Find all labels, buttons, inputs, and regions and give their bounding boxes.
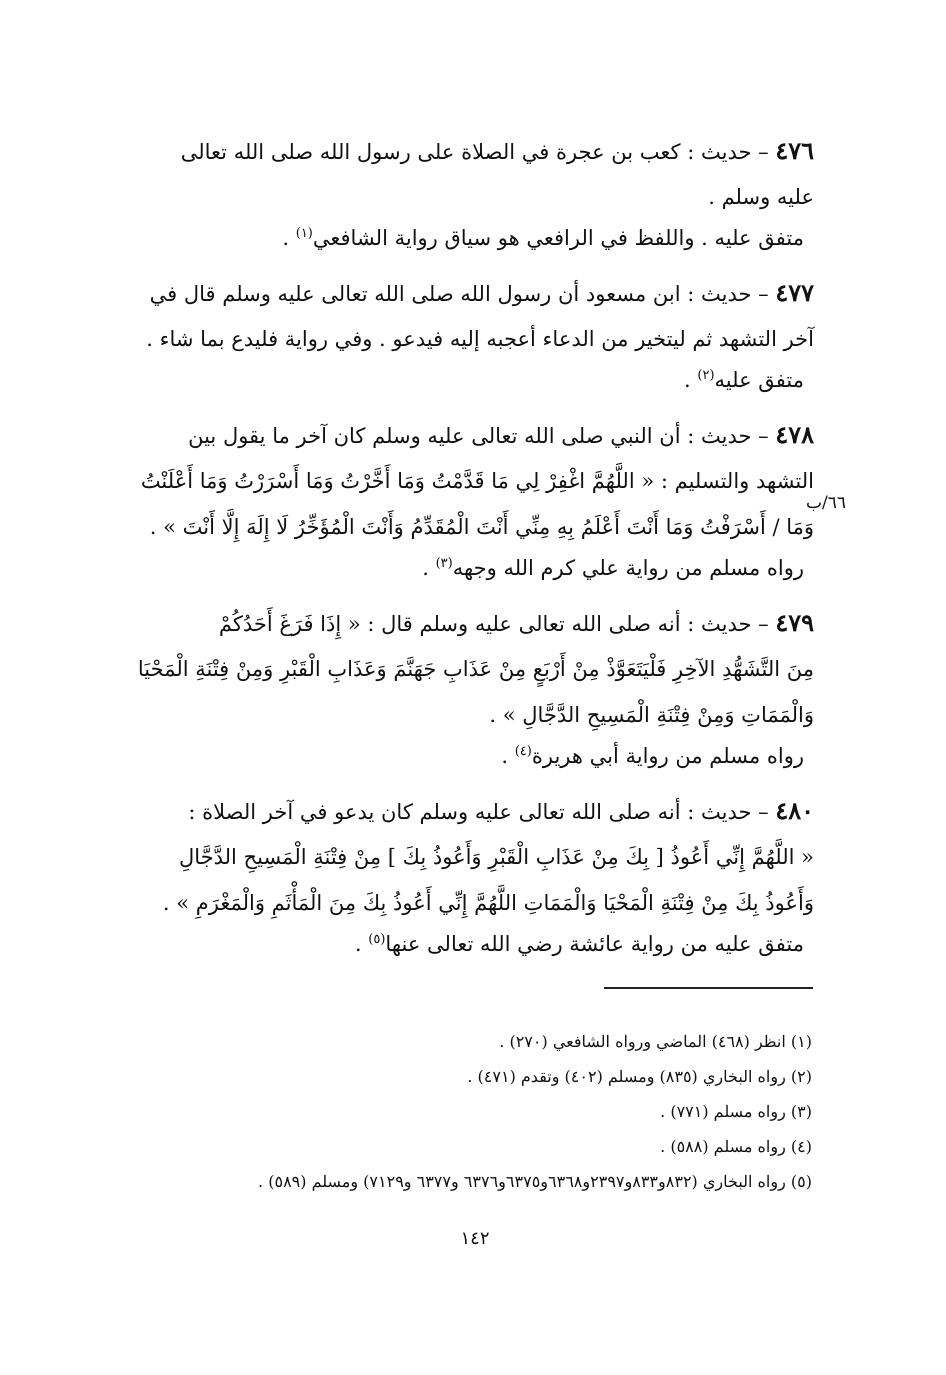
hadith-number: ٤٧٧: [775, 278, 814, 307]
text-line: وَمَا / أَسْرَفْتُ وَمَا أَنْتَ أَعْلَمُ بِهِ مِنِّي أَنْتَ الْمُقَدِّمُ وَأَنْتَ الْمُؤَخِّرُ لَا إِلَهَ إِلَّا أَنْتَ » .: [149, 515, 814, 539]
source-end: .: [684, 368, 698, 392]
hadith-entry: [138, 270, 814, 398]
source-text: رواه مسلم من رواية أبي هريرة: [531, 744, 804, 768]
main-text: [138, 128, 814, 976]
source-text: رواه مسلم من رواية علي كرم الله وجهه: [452, 556, 804, 580]
text-line: [138, 600, 814, 646]
text-line: [138, 788, 814, 834]
manuscript-folio-marker: ٦٦/ب: [806, 493, 846, 513]
footnote: (٥) رواه البخاري (٨٣٢و٨٣٣و٢٣٩٧و٦٣٦٨و٦٣٧٥و٦٣٧٦ و٦٣٧٧ و٧١٢٩) ومسلم (٥٨٩) .: [258, 1172, 812, 1191]
footnote-ref: (٥): [368, 932, 386, 947]
hadith-text: – حديث : ابن مسعود أن رسول الله صلى الله تعالى عليه وسلم قال في: [149, 282, 769, 306]
source-line: [138, 220, 814, 256]
source-text: متفق عليه: [714, 368, 804, 392]
footnote: (٤) رواه مسلم (٥٨٨) .: [660, 1137, 812, 1156]
hadith-entry: [138, 412, 814, 586]
footnote-ref: (٤): [514, 744, 532, 759]
hadith-text: – حديث : أنه صلى الله تعالى عليه وسلم قال : « إِذَا فَرَغَ أَحَدُكُمْ: [218, 612, 769, 636]
page-number: ١٤٢: [460, 1228, 490, 1249]
footnote-ref: (٣): [435, 556, 453, 571]
source-end: .: [354, 932, 369, 956]
hadith-text: – حديث : أنه صلى الله تعالى عليه وسلم كان يدعو في آخر الصلاة :: [188, 800, 769, 824]
source-line: [138, 926, 814, 962]
text-line: عليه وسلم .: [708, 185, 814, 209]
source-line: [138, 550, 814, 586]
hadith-number: ٤٨٠: [775, 796, 814, 825]
text-line: التشهد والتسليم : « اللَّهُمَّ اغْفِرْ لِي مَا قَدَّمْتُ وَمَا أَخَّرْتُ وَمَا أَسْرَرْتُ وَمَا أَعْلَنْتُ: [140, 469, 814, 493]
hadith-entry: [138, 600, 814, 774]
footnote: (٣) رواه مسلم (٧٧١) .: [660, 1102, 812, 1121]
text-line: [138, 128, 814, 174]
source-text: متفق عليه من رواية عائشة رضي الله تعالى عنها: [385, 932, 804, 956]
hadith-number: ٤٧٩: [775, 608, 814, 637]
hadith-entry: [138, 128, 814, 256]
source-line: [138, 738, 814, 774]
source-end: .: [282, 226, 296, 250]
footnote-divider: [604, 987, 813, 989]
source-line: [138, 362, 814, 398]
hadith-text: – حديث : أن النبي صلى الله تعالى عليه وسلم كان آخر ما يقول بين: [188, 424, 769, 448]
footnotes: [140, 1024, 812, 1199]
source-end: .: [422, 556, 436, 580]
hadith-number: ٤٧٨: [775, 420, 814, 449]
footnote-ref: (١): [295, 226, 313, 241]
footnote-ref: (٢): [697, 368, 715, 383]
text-line: « اللَّهُمَّ إِنِّي أَعُوذُ [ بِكَ مِنْ عَذَابِ الْقَبْرِ وَأَعُوذُ بِكَ ] مِنْ فِتْنَةِ الْمَسِيحِ الدَّجَّالِ: [178, 845, 814, 869]
text-line: [138, 270, 814, 316]
text-line: آخر التشهد ثم ليتخير من الدعاء أعجبه إليه فيدعو . وفي رواية فليدع بما شاء .: [146, 327, 814, 351]
text-line: وَأَعُوذُ بِكَ مِنْ فِتْنَةِ الْمَحْيَا وَالْمَمَاتِ اللَّهُمَّ إِنِّي أَعُوذُ بِكَ مِنَ الْمَأْثَمِ وَالْمَغْرَمِ » .: [162, 891, 814, 915]
hadith-entry: [138, 788, 814, 962]
text-line: مِنَ التَّشَهُّدِ الآخِرِ فَلْيَتَعَوَّذْ مِنْ أَرْبَعٍ مِنْ عَذَابِ جَهَنَّمَ وَعَذَابِ الْقَبْرِ وَمِنْ فِتْنَةِ الْمَحْيَا: [137, 657, 814, 681]
footnote: (٢) رواه البخاري (٨٣٥) ومسلم (٤٠٢) وتقدم (٤٧١) .: [467, 1067, 812, 1086]
footnote: (١) انظر (٤٦٨) الماضي ورواه الشافعي (٢٧٠) .: [499, 1032, 812, 1051]
source-text: متفق عليه . واللفظ في الرافعي هو سياق رواية الشافعي: [312, 226, 804, 250]
hadith-number: ٤٧٦: [775, 136, 814, 165]
text-line: [138, 412, 814, 458]
source-end: .: [501, 744, 515, 768]
text-line: وَالْمَمَاتِ وَمِنْ فِتْنَةِ الْمَسِيحِ الدَّجَّالِ » .: [489, 703, 814, 727]
hadith-text: – حديث : كعب بن عجرة في الصلاة على رسول الله صلى الله تعالى: [180, 140, 769, 164]
